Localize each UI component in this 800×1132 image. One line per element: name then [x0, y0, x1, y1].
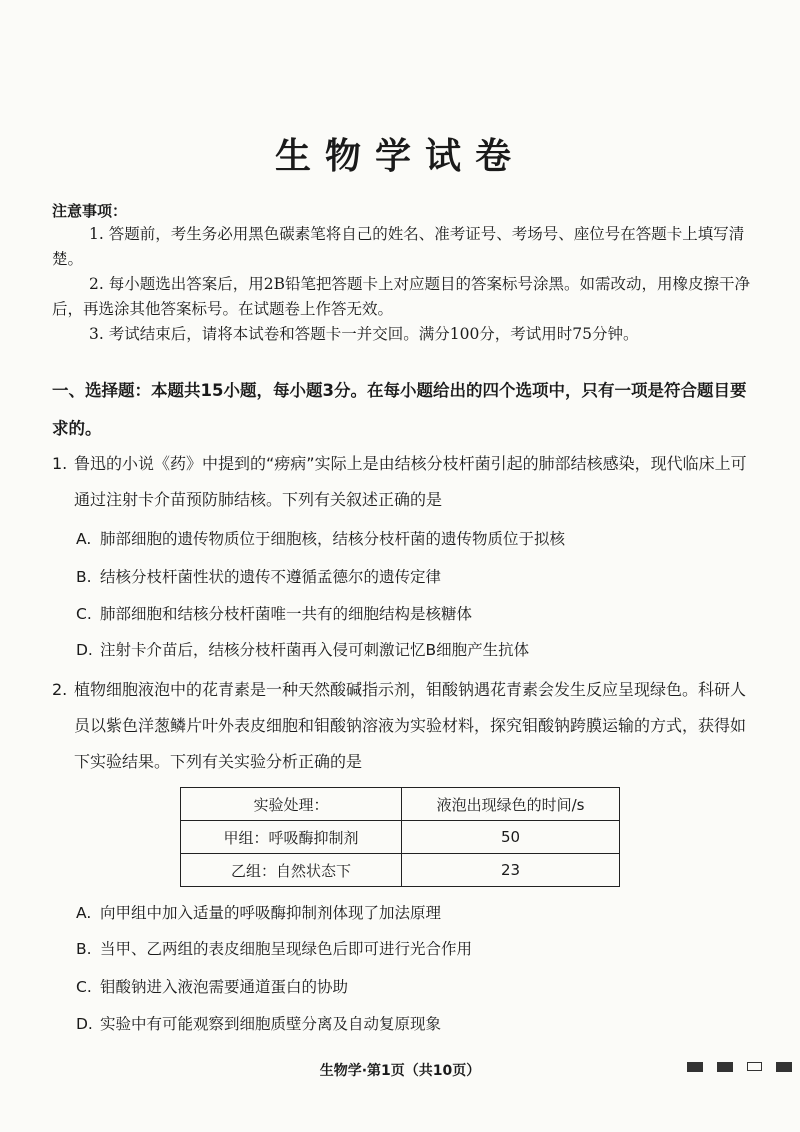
table-header: 液泡出现绿色的时间/s	[402, 788, 620, 821]
table-cell: 23	[402, 854, 620, 887]
question-1	[52, 446, 754, 509]
option-text: 肺部细胞的遗传物质位于细胞核，结核分枝杆菌的遗传物质位于拟核	[100, 530, 566, 548]
page-title: 生物学试卷	[274, 135, 525, 177]
question-2-option-c	[76, 975, 348, 997]
table-header-row	[181, 788, 620, 821]
page-footer: 生物学·第1页（共10页）	[319, 1063, 481, 1079]
option-text: 钼酸钠进入液泡需要通道蛋白的协助	[100, 978, 349, 996]
option-label: B.	[76, 940, 92, 958]
notice-item-3: 3. 考试结束后，请将本试卷和答题卡一并交回。满分100分，考试用时75分钟。	[89, 325, 639, 343]
question-1-option-a	[76, 527, 565, 549]
table-row	[181, 854, 620, 887]
question-stem: 鲁迅的小说《药》中提到的“痨病”实际上是由结核分枝杆菌引起的肺部结核感染，现代临床上可通过注射卡介苗预防肺结核。下列有关叙述正确的是	[74, 454, 747, 509]
question-2	[52, 672, 754, 771]
option-text: 结核分枝杆菌性状的遗传不遵循孟德尔的遗传定律	[100, 568, 442, 586]
option-text: 当甲、乙两组的表皮细胞呈现绿色后即可进行光合作用	[100, 940, 473, 958]
question-2-option-b	[76, 937, 472, 959]
section-heading: 一、选择题：本题共15小题，每小题3分。在每小题给出的四个选项中，只有一项是符合题目要求的。	[52, 381, 747, 438]
option-text: 实验中有可能观察到细胞质壁分离及自动复原现象	[100, 1015, 442, 1033]
option-label: B.	[76, 568, 92, 586]
filled-square-icon	[776, 1062, 792, 1072]
question-number: 2.	[52, 680, 68, 699]
question-2-option-a	[76, 901, 441, 923]
option-label: A.	[76, 530, 92, 548]
question-stem: 植物细胞液泡中的花青素是一种天然酸碱指示剂，钼酸钠遇花青素会发生反应呈现绿色。科研人员以紫色洋葱鳞片叶外表皮细胞和钼酸钠溶液为实验材料，探究钼酸钠跨膜运输的方式，获得如下实验结果。下列有关实验分析正确的是	[74, 680, 747, 771]
table-cell: 乙组：自然状态下	[181, 854, 402, 887]
table-row	[181, 821, 620, 854]
question-1-option-d	[76, 638, 529, 660]
question-1-option-b	[76, 565, 441, 587]
hollow-square-icon	[747, 1062, 762, 1071]
option-label: C.	[76, 605, 92, 623]
notice-item-2: 2. 每小题选出答案后，用2B铅笔把答题卡上对应题目的答案标号涂黑。如需改动，用橡皮擦干净后，再选涂其他答案标号。在试题卷上作答无效。	[52, 275, 750, 318]
scan-marks	[687, 1062, 792, 1072]
table-cell: 甲组：呼吸酶抑制剂	[181, 821, 402, 854]
filled-square-icon	[687, 1062, 703, 1072]
option-text: 注射卡介苗后，结核分枝杆菌再入侵可刺激记忆B细胞产生抗体	[100, 641, 530, 659]
question-number: 1.	[52, 454, 68, 473]
option-label: D.	[76, 641, 93, 659]
notice-item-1: 1. 答题前，考生务必用黑色碳素笔将自己的姓名、准考证号、考场号、座位号在答题卡上填写清楚。	[52, 225, 745, 268]
question-2-option-d	[76, 1012, 441, 1034]
question-1-option-c	[76, 602, 472, 624]
option-text: 向甲组中加入适量的呼吸酶抑制剂体现了加法原理	[100, 904, 442, 922]
option-label: C.	[76, 978, 92, 996]
table-cell: 50	[402, 821, 620, 854]
notice-heading: 注意事项：	[52, 202, 128, 220]
filled-square-icon	[717, 1062, 733, 1072]
option-text: 肺部细胞和结核分枝杆菌唯一共有的细胞结构是核糖体	[100, 605, 473, 623]
option-label: A.	[76, 904, 92, 922]
table-header: 实验处理：	[181, 788, 402, 821]
experiment-table	[180, 787, 620, 887]
option-label: D.	[76, 1015, 93, 1033]
